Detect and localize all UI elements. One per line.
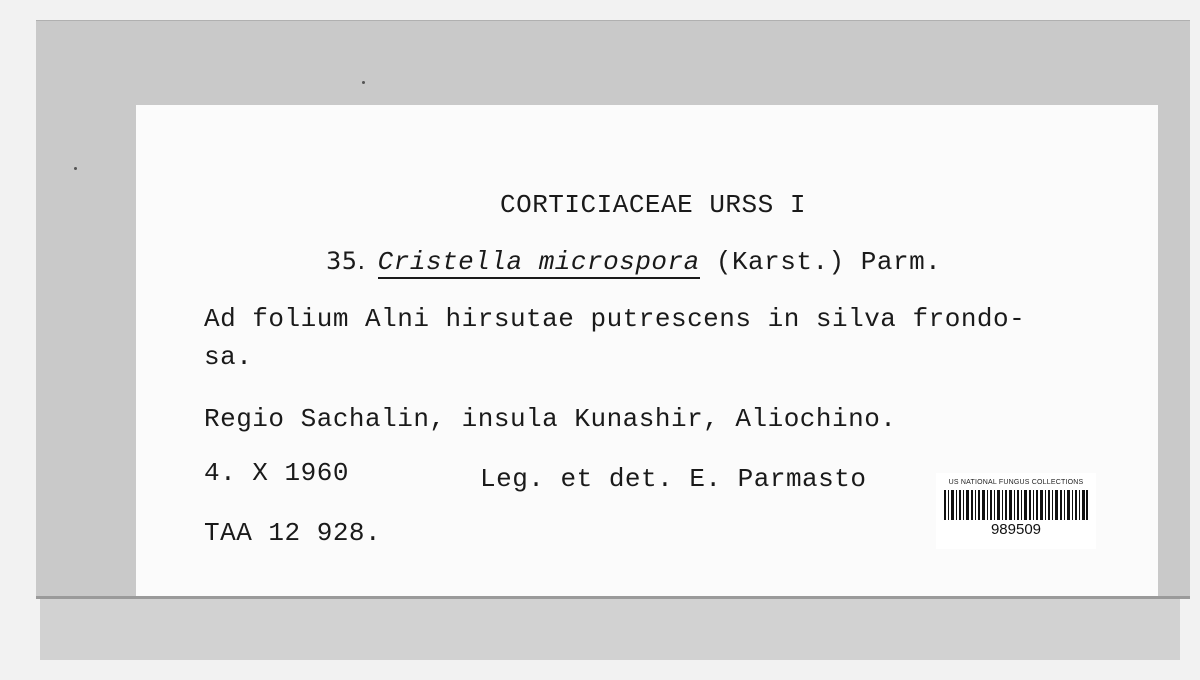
collection-date: 4. X 1960 [204, 458, 349, 488]
barcode-icon [944, 490, 1088, 520]
habitat-line-1: Ad folium Alni hirsutae putrescens in silva frondo- [204, 304, 1026, 334]
envelope-back-flap [40, 590, 1180, 660]
locality-line: Regio Sachalin, insula Kunashir, Aliochino. [204, 404, 897, 434]
barcode-label [936, 473, 1096, 549]
specimen-number: 35. [326, 247, 366, 275]
herbarium-packet [36, 20, 1190, 599]
accession-number: TAA 12 928. [204, 518, 382, 548]
paper-speck [74, 167, 77, 170]
paper-speck [362, 81, 365, 84]
taxon-authority: (Karst.) Parm. [715, 247, 942, 277]
barcode-number: 989509 [990, 521, 1042, 538]
barcode-header: US NATIONAL FUNGUS COLLECTIONS [948, 479, 1084, 486]
taxon-name: Cristella microspora [377, 247, 700, 277]
collection-header: CORTICIACEAE URSS I [500, 190, 806, 220]
species-line [326, 245, 941, 278]
collector-line: Leg. et det. E. Parmasto [480, 464, 867, 494]
habitat-line-2: sa. [204, 342, 253, 372]
